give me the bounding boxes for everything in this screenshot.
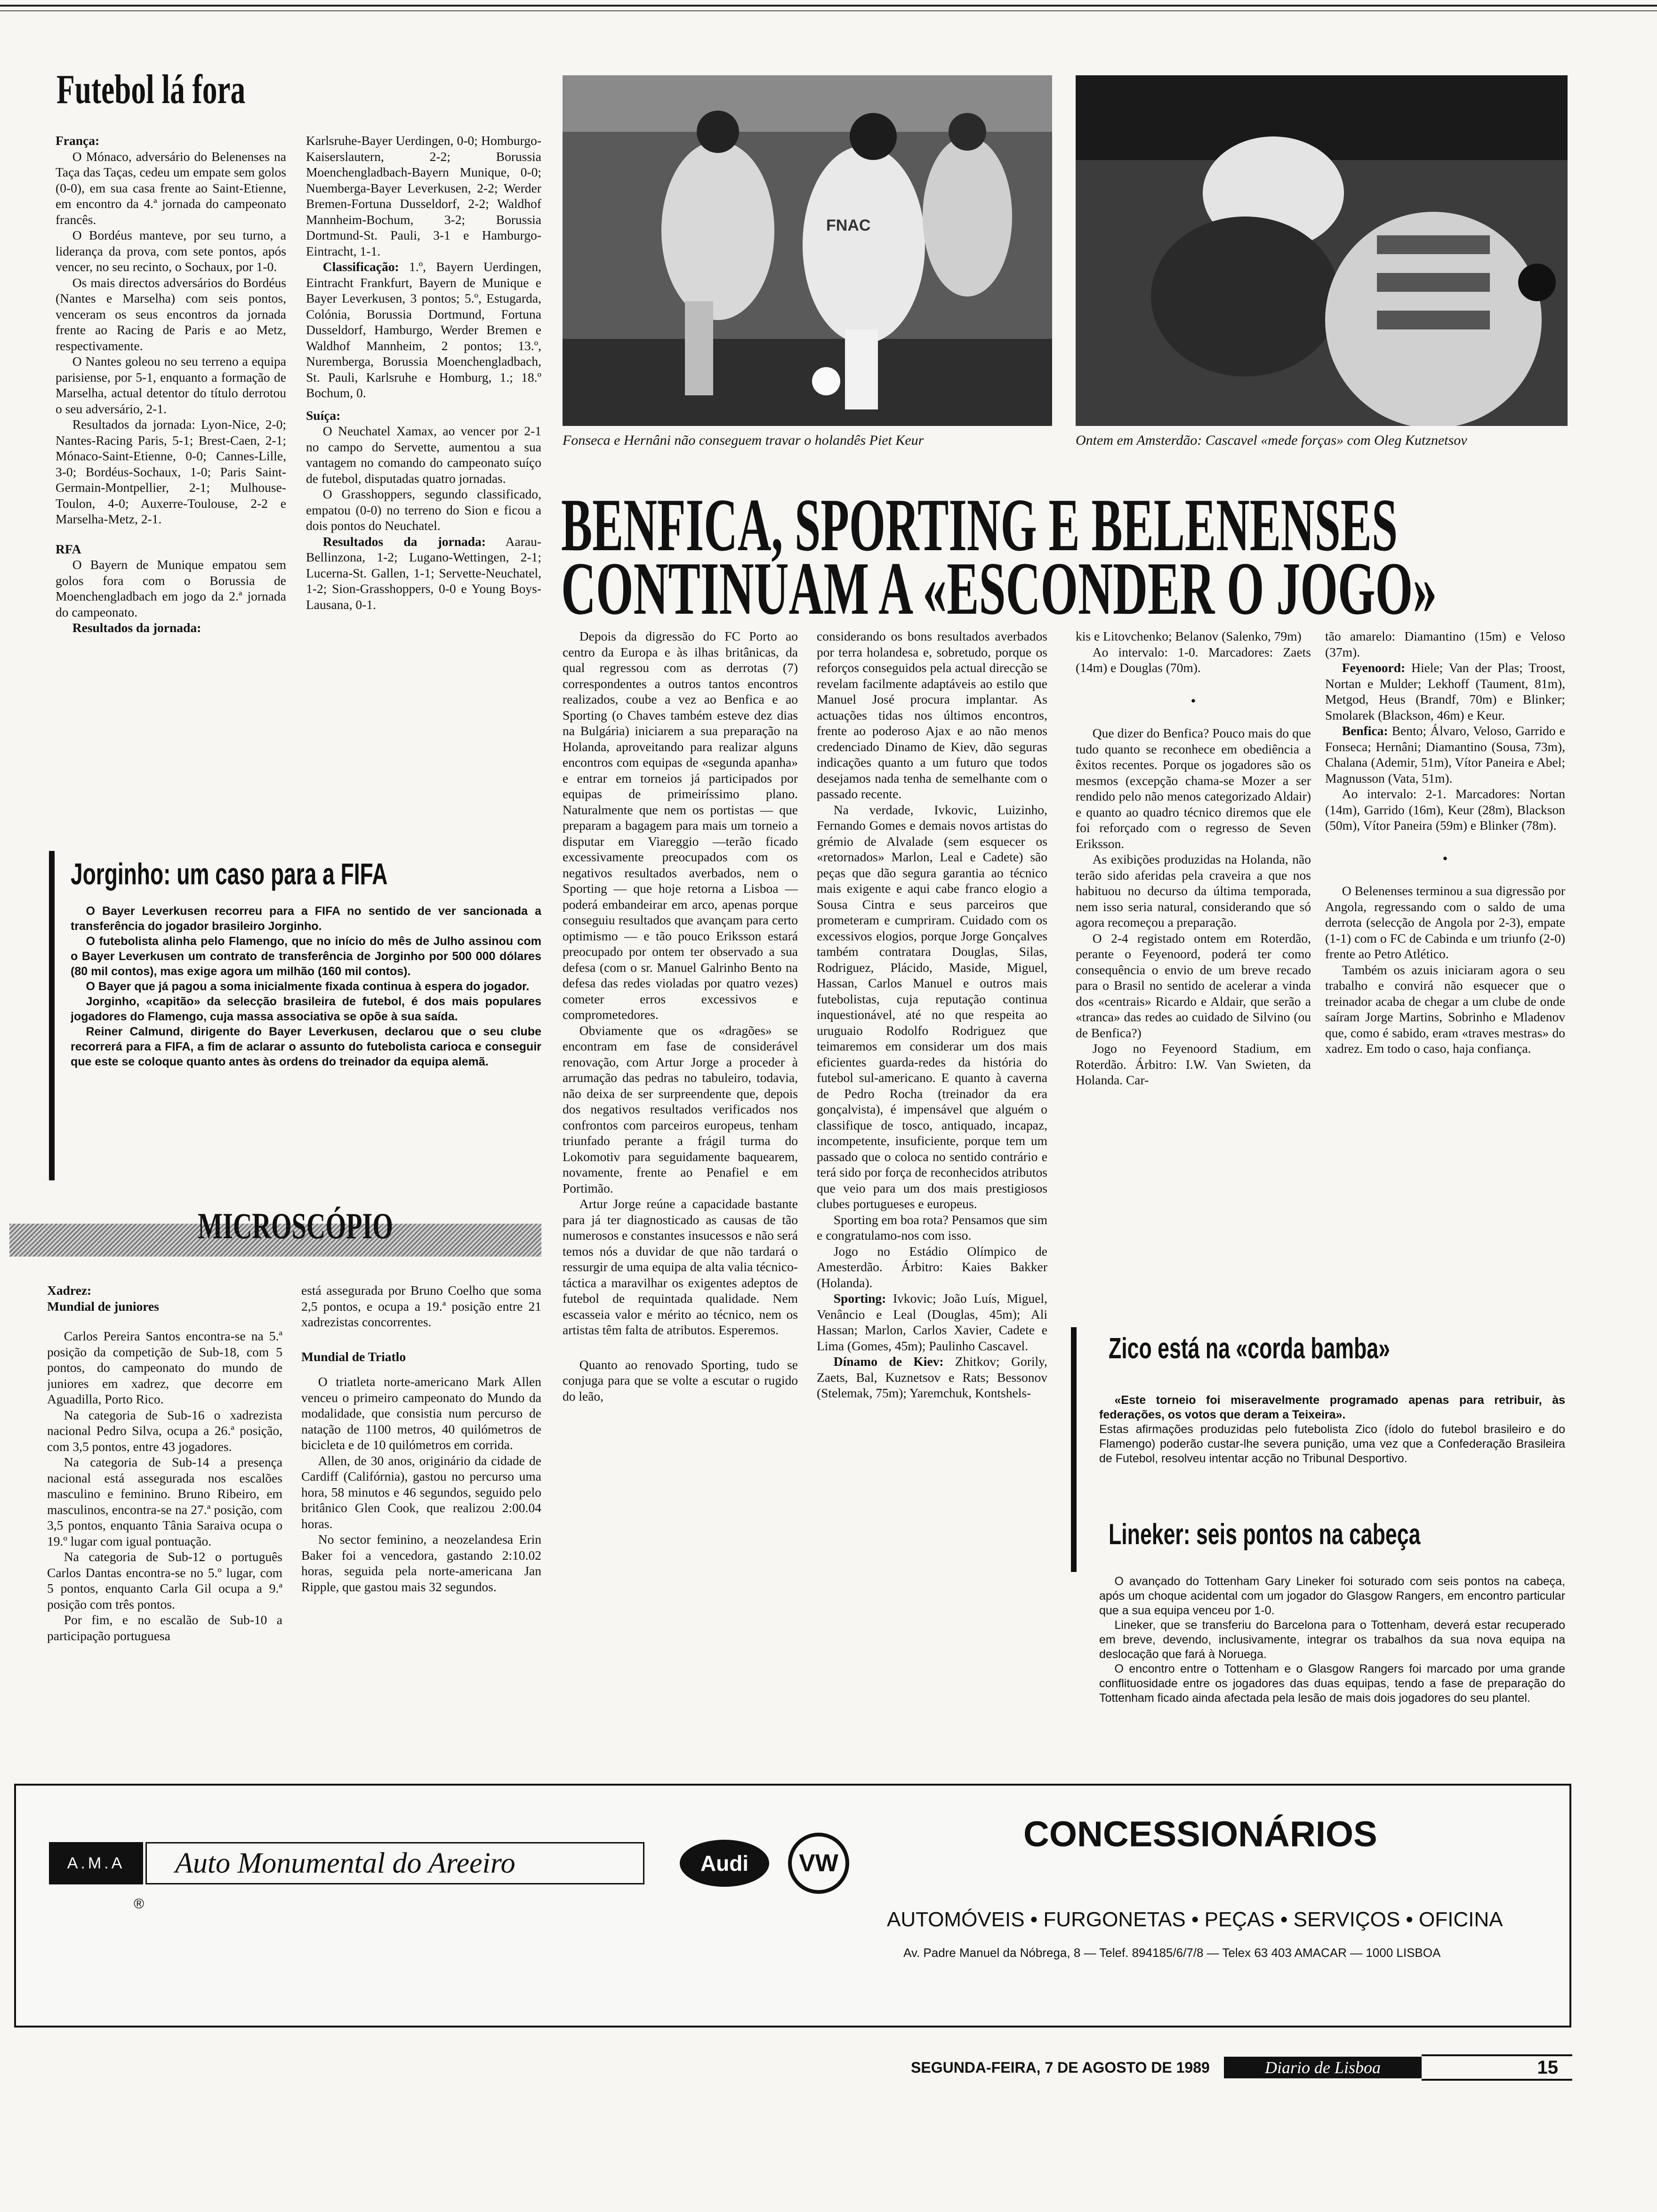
caption-1: Fonseca e Hernâni não conseguem travar o holandês Piet Keur (563, 433, 924, 448)
audi-logo: Audi (680, 1840, 769, 1887)
dinamo-label: Dínamo de Kiev: (833, 1354, 944, 1369)
xadrez-cont: está assegurada por Bruno Coelho que soma 2,5 pontos, e ocupa a 19.ª posição entre 21 xadrezistas concorrentes. (301, 1283, 541, 1329)
zico-title: Zico está na «corda bamba» (1109, 1332, 1390, 1365)
caption-2: Ontem em Amsterdão: Cascavel «mede forças» com Oleg Kutznetsov (1076, 433, 1467, 448)
dinamo-cont: kis e Litovchenko; Belanov (Salenko, 79m) (1076, 629, 1302, 643)
lineker-para: O encontro entre o Tottenham e o Glasgow Rangers foi marcado por uma grande conflituosidade entre os jogadores das duas equipas, tendo a fase de preparação do Tottenham ficado ainda afectada pela lesão de mais dois jogadores do seu plantel. (1099, 1662, 1565, 1705)
jorginho-para: Reiner Calmund, dirigente do Bayer Leverkusen, declarou que o seu clube recorrerá para a FIFA, a fim de aclarar o assunto do futebolista carioca e conseguir que este se coloque quanto antes às ordens do treinador da equipa alemã. (71, 1025, 541, 1068)
cartao-amarelo: tão amarelo: Diamantino (15m) e Veloso (37m). (1325, 629, 1565, 659)
feyenoord-lineup: Hiele; Van der Plas; Troost, Nortan e Mulder; Lekhoff (Taument, 81m), Metgod, Heus (Brandf, 70m) e Blinker; Smolarek (Blackson, 46m) e Keur. (1325, 660, 1565, 722)
ama-script-name: Auto Monumental do Areeiro (175, 1847, 515, 1879)
ama-logo: A.M.A (49, 1842, 143, 1884)
franca-label: França: (56, 133, 100, 148)
zico-body-text: Estas afirmações produzidas pelo futebolista Zico (ídolo do futebol brasileiro e do Flamengo) poderão custar-lhe severa punição, uma vez que a Confederação Brasileira de Futebol, resolveu intentar acção no Tribunal Desportivo. (1099, 1423, 1565, 1465)
benfica-label: Benfica: (1342, 723, 1388, 738)
main-para: Na verdade, Ivkovic, Luizinho, Fernando Gomes e demais novos artistas do grémio de Alvalade (sem esquecer os «retornados» Marlon, Leal e Cadete) são peças que dão segura garantia ao técnico mais exigente e aqui cabe franco elogio a Sousa Cintra e seus parceiros que prometeram e cumpriram. Cuidado com os excessivos elogios, porque Jorge Gonçalves também contratara Douglas, Silas, Rodriguez, Plácido, Maside, Miguel, Hassan, Carlos Manuel e outros mais futebolistas, cuja reputação continua inquestionável, até no que respeita ao uruguaio Rodolfo Rodriguez que teimaremos em considerar um dos mais eficientes guarda-redes da história do futebol sul-americano. E quanto à caverna de Pedro Rocha (treinador da era gonçalvista), é impensável que alguém o classifique de tosco, antiquado, incapaz, incompetente, insuficiente, porque tem um passado que o coloca no sentido contrário e terá sido por força de reconhecidos atributos que veio para um dos mais prestigiosos clubes portugueses e europeus. (817, 802, 1047, 1211)
xadrez-label: Xadrez: (47, 1283, 92, 1298)
advertisement (14, 1784, 1571, 2028)
xadrez-para: Por fim, e no escalão de Sub-10 a participação portuguesa (47, 1612, 282, 1643)
franca-para: O Mónaco, adversário do Belenenses na Taça das Taças, cedeu um empate sem golos (0-0), em sua casa frente ao Saint-Etienne, em encontro da 4.ª jornada do campeonato francês. (56, 149, 286, 227)
sporting-label: Sporting: (833, 1291, 886, 1306)
intervalo-1: Ao intervalo: 1-0. Marcadores: Zaets (14m) e Douglas (70m). (1076, 644, 1311, 675)
jorginho-para: O Bayer que já pagou a soma inicialmente fixada continua à espera do jogador. (86, 980, 530, 993)
rfa-results: Karlsruhe-Bayer Uerdingen, 0-0; Homburgo-Kaiserslautern, 2-2; Borussia Moenchengladbach-Bayern Munique, 0-0; Nuemberga-Bayer Leverkusen, 2-2; Werder Bremen-Fortuna Dusseldorf, 2-2; Waldhof Mannheim-Bochum, 3-2; Borussia Dortmund-St. Pauli, 3-1 e Hamburgo-Eintracht, 1-1. (306, 133, 541, 258)
ama-script-box (145, 1842, 644, 1884)
registered-mark: ® (134, 1896, 145, 1912)
jorginho-body (71, 904, 541, 1186)
top-rule-thin (0, 10, 1657, 11)
xadrez-para: Na categoria de Sub-14 a presença nacional está assegurada nos escalões masculino e feminino. Bruno Ribeiro, em masculinos, encontra-se na 27.ª posição, com 3,5 pontos, enquanto Tânia Saraiva ocupa o 19.º lugar com igual pontuação. (47, 1455, 282, 1548)
separator: • (1443, 850, 1448, 866)
futebol-col-2 (306, 133, 541, 839)
triatlo-para: No sector feminino, a neozelandesa Erin Baker foi a vencedora, gastando 2:10.02 horas, seguida pela norte-americana Jan Ripple, que gastou mais 32 segundos. (301, 1532, 541, 1594)
ad-address: Av. Padre Manuel da Nóbrega, 8 — Telef. 894185/6/7/8 — Telex 63 403 AMACAR — 1000 LISBOA (903, 1946, 1441, 1960)
suica-label: Suíça: (306, 408, 341, 423)
xadrez-para: Carlos Pereira Santos encontra-se na 5.ª posição da competição de Sub-18, com 5 pontos, do campeonato do mundo de juniores em xadrez, que decorre em Aguadilla, Porto Rico. (47, 1329, 282, 1406)
main-para: Jogo no Estádio Olímpico de Amesterdão. Árbitro: Kaies Bakker (Holanda). (817, 1243, 1047, 1290)
jorginho-para: O futebolista alinha pelo Flamengo, que no início do mês de Julho assinou com o Bayer Leverkusen um contrato de transferência de Jorginho por 500 000 dólares (80 mil contos), mas exige agora um milhão (160 mil contos). (71, 935, 541, 978)
jorginho-para: O Bayer Leverkusen recorreu para a FIFA no sentido de ver sancionada a transferência do jogador brasileiro Jorginho. (71, 905, 541, 933)
intervalo-2: Ao intervalo: 2-1. Marcadores: Nortan (14m), Garrido (16m), Keur (28m), Blackson (50m), Vítor Paneira (59m) e Blinker (78m). (1325, 786, 1565, 833)
rfa-para: O Bayern de Munique empatou sem golos fora com o Borussia de Moenchengladbach em jogo da 2.ª jornada do campeonato. (56, 557, 286, 619)
main-para: Artur Jorge reúne a capacidade bastante para já ter diagnosticado as causas de tão numerosos e constantes insucessos e não será temos nós a duvidar de que não tardará o ressurgir de uma equipa de alta valia técnico-táctica a maravilhar os exigentes adeptos de futebol de requintada qualidade. Nem escasseia valor e mérito ao técnico, nem os artistas têm falta de atributos. Esperemos. (563, 1196, 798, 1337)
xadrez-para: Na categoria de Sub-12 o português Carlos Dantas encontra-se no 5.º lugar, com 5 pontos, enquanto Carla Gil ocupa a 9.ª posição com três pontos. (47, 1549, 282, 1611)
photo-fonseca-hernani (563, 75, 1052, 426)
lineker-title: Lineker: seis pontos na cabeça (1109, 1518, 1421, 1551)
main-para: As exibições produzidas na Holanda, não terão sido aferidas pela craveira a que nos habituou no decurso da última temporada, nem isso seria natural, considerando que só agora recomeçou a preparação. (1076, 852, 1311, 930)
rfa-results-label: Resultados da jornada: (72, 620, 201, 635)
zico-quote: «Este torneio foi miseravelmente programado apenas para retribuir, às federações, os votos que deram a Teixeira». (1099, 1394, 1565, 1421)
sporting-lineup: Ivkovic; João Luís, Miguel, Venâncio e Leal (Douglas, 45m); Ali Hassan; Marlon, Carlos Xavier, Cadete e Lima (Gomes, 45m); Paulinho Cascavel. (817, 1291, 1047, 1353)
rfa-label: RFA (56, 541, 81, 556)
vw-logo: VW (788, 1833, 849, 1894)
main-para: Sporting em boa rota? Pensamos que sim e congratulamo-nos com isso. (817, 1212, 1047, 1242)
feyenoord-label: Feyenoord: (1342, 660, 1406, 675)
suica-para: O Grasshoppers, segundo classificado, empatou (0-0) no terreno do Sion e ficou a dois pontos do Neuchatel. (306, 487, 541, 533)
futebol-title: Futebol lá fora (56, 67, 246, 112)
separator: • (1191, 693, 1196, 708)
xadrez-sub: Mundial de juniores (47, 1298, 159, 1314)
shirt-text: FNAC (826, 216, 871, 234)
lineker-para: O avançado do Tottenham Gary Lineker foi soturado com seis pontos na cabeça, após um choque acidental com um jogador do Glasgow Rangers, em encontro particular que a sua equipa venceu por 1-0. (1099, 1575, 1565, 1617)
franca-para: Resultados da jornada: Lyon-Nice, 2-0; Nantes-Racing Paris, 5-1; Brest-Caen, 2-1; Mónaco-Saint-Etienne, 0-0; Cannes-Lille, 3-0; Bordéus-Sochaux, 1-0; Paris Saint-Germain-Montpellier, 2-1; Mulhouse-Toulon, 4-0; Auxerre-Toulouse, 2-2 e Marselha-Metz, 2-1. (56, 417, 286, 526)
photo-cascavel (1076, 75, 1568, 426)
xadrez-para: Na categoria de Sub-16 o xadrezista nacional Pedro Silva, ocupa a 26.ª posição, com 3,5 pontos, entre 43 jogadores. (47, 1407, 282, 1454)
classificacao: 1.º, Bayern Uerdingen, Eintracht Frankfurt, Bayern de Munique e Bayer Leverkusen, 3 pontos; 5.º, Estugarda, Colónia, Borussia Dortmund, Fortuna Dusseldorf, Hamburgo, Werder Bremen e Waldhof Mannheim, 2 pontos; 13.º, Nuremberga, Borussia Moenchengladbach, St. Pauli, Karlsruhe e Homburg, 1.; 18.º Bochum, 0. (306, 259, 541, 400)
main-para: Quanto ao renovado Sporting, tudo se conjuga para que se volte a escutar o rugido do leão, (563, 1357, 798, 1403)
concessionarios: CONCESSIONÁRIOS (1023, 1814, 1377, 1854)
classificacao-label: Classificação: (322, 259, 399, 274)
main-headline-1: BENFICA, SPORTING E BELENENSES (561, 483, 1398, 567)
belenenses-para: O Belenenses terminou a sua digressão por Angola, regressando com o saldo de uma derrota (selecção de Angola por 2-3), empate (1-1) com o FC de Cabinda e um triunfo (2-0) frente ao Petro Atlético. (1325, 883, 1565, 961)
lineker-para: Lineker, que se transferiu do Barcelona para o Tottenham, deverá estar recuperado em breve, devendo, inclusivamente, integrar os trabalhos da sua nova equipa na deslocação que fará à Noruega. (1099, 1619, 1565, 1661)
jorginho-para: Jorginho, «capitão» da selecção brasileira de futebol, é dos mais populares jogadores do Flamengo, cuja massa associativa se opõe à sua saída. (71, 995, 541, 1023)
main-para: Obviamente que os «dragões» se encontram em fase de considerável renovação, com Artur Jorge a proceder à arrumação das pedras no tabuleiro, todavia, não deixa de ser surpreendente que, depois dos negativos resultados verificados nos confrontos com parceiros europeus, tenham triunfado perante a frágil turma do Lokomotiv para seguidamente baquearem, novamente, frente ao Penafiel e em Portimão. (563, 1023, 798, 1195)
main-headline-2: CONTINUAM A «ESCONDER O JOGO» (561, 546, 1437, 630)
microscopio-title: MICROSCÓPIO (198, 1205, 393, 1246)
triatlo-para: Allen, de 30 anos, originário da cidade de Cardiff (Califórnia), gastou no percurso uma hora, 58 minutos e 46 segundos, seguido pelo britânico Glen Cook, que realizou 2:00.04 horas. (301, 1453, 541, 1531)
footer-paper-name: Diario de Lisboa (1224, 2057, 1422, 2078)
microscopio-col-2 (301, 1282, 541, 1772)
footer-date: SEGUNDA-FEIRA, 7 DE AGOSTO DE 1989 (911, 2059, 1210, 2076)
triatlo-label: Mundial de Triatlo (301, 1349, 406, 1364)
main-para: Que dizer do Benfica? Pouco mais do que tudo quanto se reconhece em obediência a êxitos recentes. Porque os jogadores são os mesmos (excepção chama-se Mozer a ser rendido pelo não menos categorizado Aldair) e quanto ao quadro técnico diremos que ele foi reforçado com o regresso de Seven Eriksson. (1076, 726, 1311, 851)
suica-para: O Neuchatel Xamax, ao vencer por 2-1 no campo do Servette, aumentou a sua vantagem no comando do campeonato suíço de futebol, disputadas quatro jornadas. (306, 424, 541, 486)
ad-services: AUTOMÓVEIS • FURGONETAS • PEÇAS • SERVIÇOS • OFICINA (887, 1908, 1503, 1931)
franca-para: O Nantes goleou no seu terreno a equipa parisiense, por 5-1, enquanto a formação de Marselha, actual detentor do título derrotou o seu adversário, 2-1. (56, 354, 286, 416)
main-col-2 (817, 628, 1047, 1777)
main-col-3 (1076, 628, 1311, 1282)
futebol-col-1 (56, 133, 286, 834)
suica-results: Aarau-Bellinzona, 1-2; Lugano-Wettingen, 2-1; Lucerna-St. Gallen, 1-1; Servette-Neuchatel, 1-2; Sion-Grasshoppers, 0-0 e Young Boys-Lausana, 0-1. (306, 534, 541, 612)
triatlo-para: O triatleta norte-americano Mark Allen venceu o primeiro campeonato do Mundo da modalidade, que consistia num percurso de natação de 1100 metros, 40 quilómetros de bicicleta e de 10 quilómetros em corrida. (301, 1374, 541, 1452)
main-col-4 (1325, 628, 1565, 1282)
photo-1-image (563, 75, 1052, 426)
top-rule (0, 5, 1657, 7)
lineker-body (1099, 1574, 1565, 1777)
franca-para: Os mais directos adversários do Bordéus (Nantes e Marselha) com seis pontos, venceram os seus encontros da jornada frente ao Racing de Paris e ao Metz, respectivamente. (56, 275, 286, 353)
main-para: Depois da digressão do FC Porto ao centro da Europa e às ilhas britânicas, da qual regressou com as derrotas (7) correspondentes a outros tantos encontros realizados, coube a vez ao Benfica e ao Sporting (o Chaves também esteve dez dias na Bulgária) iniciarem a sua preparação na Holanda, aproveitando para realizar alguns encontros com equipas de «segunda apanha» e entrar em torneios já participados por equipas de primeiríssimo plano. Naturalmente que nem os portistas — que preparam a bagagem para mais um torneio a disputar em Viareggio —terão ficado excessivamente preocupados com os negativos resultados averbados, nem o Sporting — que hoje retorna a Lisboa — poderá embandeirar em arco, apenas porque conseguiu resultados que avançam para certo optimismo — e tão pouco Eriksson estará preocupado por ontem ter observado a sua defesa (com o sr. Manuel Galrinho Bento na defesa das redes violadas por quatro vezes) cometer erros excessivos e comprometedores. (563, 629, 798, 1022)
main-col-1 (563, 628, 798, 1777)
belenenses-para: Também os azuis iniciaram agora o seu trabalho e convirá não esquecer que o treinador acaba de chegar a um clube de onde saíram Jorge Martins, Sobrinho e Mladenov que, como é sabido, eram «traves mestras» do xadrez. Em todo o caso, haja confiança. (1325, 962, 1565, 1056)
main-para: O 2-4 registado ontem em Roterdão, perante o Feyenoord, poderá ter como consequência o envio de um breve recado para o Brasil no sentido de acelerar a vinda dos «centrais» Ricardo e Aldair, que serão a «tranca» das redes ao cuidado de Silvino (ou de Benfica?) (1076, 930, 1311, 1040)
photo-2-image (1076, 75, 1568, 426)
main-para: Jogo no Feyenoord Stadium, em Roterdão. Árbitro: I.W. Van Swieten, da Holanda. Car- (1076, 1041, 1311, 1087)
benfica-lineup: Bento; Álvaro, Veloso, Garrido e Fonseca; Hernâni; Diamantino (Sousa, 73m), Chalana (Ademir, 51m), Vítor Paneira e Abel; Magnusson (Vata, 51m). (1325, 723, 1565, 785)
dinamo-lineup: Zhitkov; Gorily, Zaets, Bal, Kuznetsov e Rats; Bessonov (Stelemak, 75m); Yaremchuk, Kontshels- (817, 1354, 1047, 1400)
jorginho-rule (49, 851, 55, 1180)
zico-rule (1071, 1327, 1077, 1572)
footer-page-number: 15 (1422, 2054, 1572, 2081)
main-para: considerando os bons resultados averbados por terra holandesa e, sobretudo, porque os reforços conseguidos pela actual direcção se revelam facilmente adaptáveis ao estilo que Manuel José procura implantar. As actuações tidas nos últimos encontros, frente ao poderoso Ajax e ao não menos credenciado Dinamo de Kiev, dão seguras indicações quanto a um futuro que todos desejamos nada tenha de semelhante com o passado recente. (817, 629, 1047, 801)
franca-para: O Bordéus manteve, por seu turno, a liderança da prova, com sete pontos, após vencer, no seu recinto, o Sochaux, por 1-0. (56, 228, 286, 274)
jorginho-title: Jorginho: um caso para a FIFA (71, 857, 388, 891)
suica-results-label: Resultados da jornada: (322, 534, 486, 549)
microscopio-col-1 (47, 1282, 282, 1772)
